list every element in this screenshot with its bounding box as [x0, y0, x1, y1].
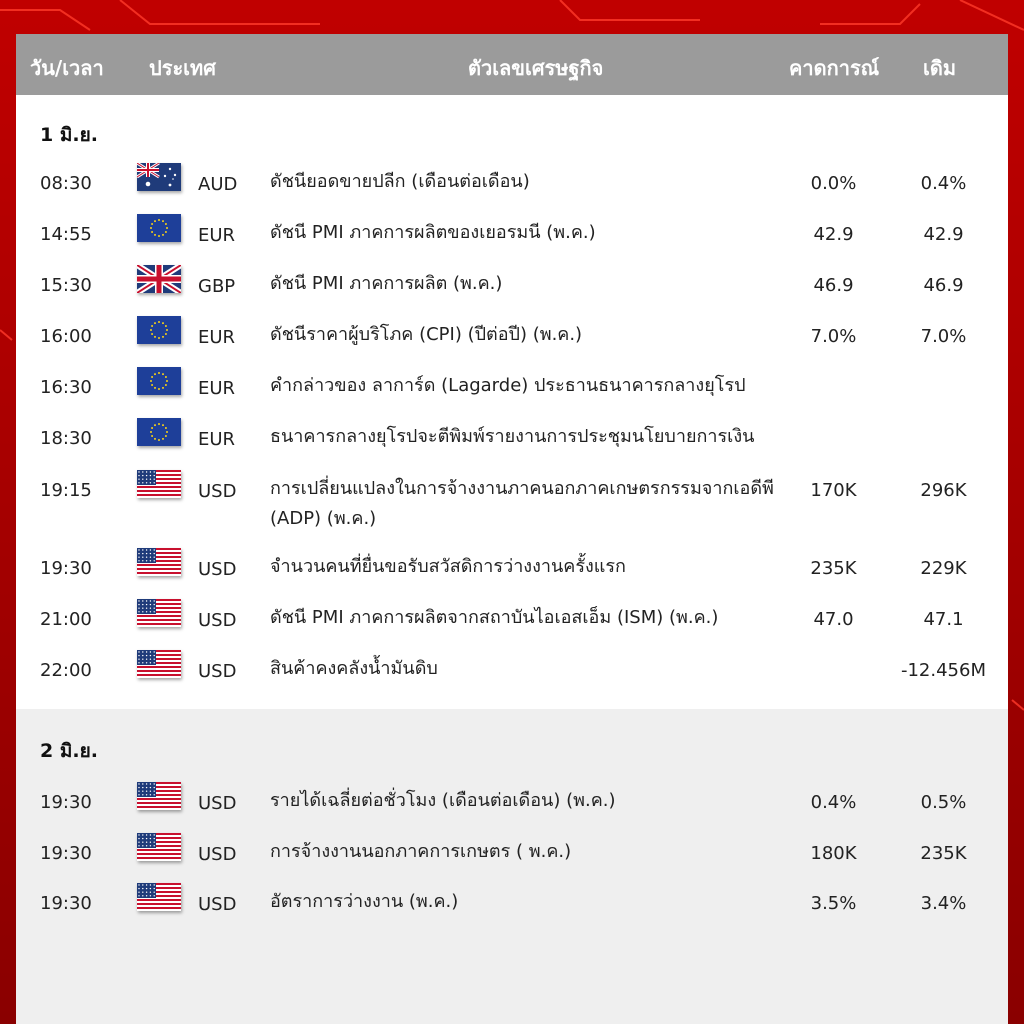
indicator-name: สินค้าคงคลังน้ำมันดิบ: [270, 658, 438, 679]
us-flag-icon: [137, 833, 181, 861]
eu-flag-icon: [137, 214, 181, 242]
us-flag-icon: [137, 883, 181, 911]
table-row: [16, 173, 1008, 213]
header-indicator: ตัวเลขเศรษฐกิจ: [468, 56, 604, 80]
event-time: 15:30: [40, 275, 92, 296]
table-row: [16, 377, 1008, 417]
currency-code: EUR: [198, 429, 236, 450]
indicator-name: ดัชนียอดขายปลีก (เดือนต่อเดือน): [270, 171, 530, 192]
eu-flag-icon: [137, 418, 181, 446]
us-flag-icon: [137, 782, 181, 810]
previous-value: -12.456M: [900, 660, 986, 681]
previous-value: 229K: [920, 558, 967, 579]
forecast-value: 47.0: [813, 609, 854, 630]
indicator-name: ดัชนี PMI ภาคการผลิต (พ.ค.): [270, 273, 503, 294]
event-time: 14:55: [40, 224, 92, 245]
event-time: 16:00: [40, 326, 92, 347]
header-datetime: วัน/เวลา: [30, 56, 104, 80]
currency-code: EUR: [198, 327, 236, 348]
event-time: 19:30: [40, 843, 92, 864]
us-flag-icon: [137, 650, 181, 678]
forecast-value: 3.5%: [810, 893, 857, 914]
forecast-value: 0.4%: [810, 792, 857, 813]
previous-value: 0.4%: [920, 173, 967, 194]
table-row: [16, 558, 1008, 598]
indicator-name: รายได้เฉลี่ยต่อชั่วโมง (เดือนต่อเดือน) (พ.ค.): [270, 790, 616, 811]
indicator-name: ดัชนีราคาผู้บริโภค (CPI) (ปีต่อปี) (พ.ค.): [270, 324, 583, 345]
previous-value: 0.5%: [920, 792, 967, 813]
eu-flag-icon: [137, 316, 181, 344]
indicator-name: ดัชนี PMI ภาคการผลิตของเยอรมนี (พ.ค.): [270, 222, 596, 243]
forecast-value: 180K: [810, 843, 857, 864]
event-time: 19:30: [40, 792, 92, 813]
previous-value: 3.4%: [920, 893, 967, 914]
previous-value: 42.9: [923, 224, 964, 245]
table-row: [16, 478, 1008, 529]
table-row: [16, 893, 1008, 933]
table-row: [16, 326, 1008, 366]
table-row: [16, 224, 1008, 264]
currency-code: AUD: [198, 174, 238, 195]
previous-value: 46.9: [923, 275, 964, 296]
event-time: 16:30: [40, 377, 92, 398]
day-section-2: [16, 709, 1008, 1024]
previous-value: 296K: [920, 480, 967, 501]
us-flag-icon: [137, 470, 181, 498]
eu-flag-icon: [137, 367, 181, 395]
currency-code: GBP: [198, 276, 236, 297]
event-time: 18:30: [40, 428, 92, 449]
forecast-value: 170K: [810, 480, 857, 501]
currency-code: USD: [198, 661, 237, 682]
table-row: [16, 428, 1008, 468]
event-time: 08:30: [40, 173, 92, 194]
indicator-name: การเปลี่ยนแปลงในการจ้างงานภาคนอกภาคเกษตรกรรมจากเอดีพี (ADP) (พ.ค.): [270, 478, 774, 529]
day-date: 2 มิ.ย.: [40, 740, 98, 762]
table-row: [16, 609, 1008, 649]
event-time: 21:00: [40, 609, 92, 630]
header-country: ประเทศ: [149, 56, 216, 80]
indicator-name: จำนวนคนที่ยื่นขอรับสวัสดิการว่างงานครั้งแรก: [270, 556, 626, 577]
indicator-name: อัตราการว่างงาน (พ.ค.): [270, 891, 459, 912]
forecast-value: 42.9: [813, 224, 854, 245]
indicator-name: การจ้างงานนอกภาคการเกษตร ( พ.ค.): [270, 841, 572, 862]
currency-code: USD: [198, 559, 237, 580]
day-date: 1 มิ.ย.: [40, 124, 98, 146]
currency-code: USD: [198, 844, 237, 865]
forecast-value: 0.0%: [810, 173, 857, 194]
table-row: [16, 843, 1008, 883]
us-flag-icon: [137, 548, 181, 576]
forecast-value: 235K: [810, 558, 857, 579]
indicator-name: ดัชนี PMI ภาคการผลิตจากสถาบันไอเอสเอ็ม (ISM) (พ.ค.): [270, 607, 719, 628]
header-previous: เดิม: [923, 56, 957, 80]
table-row: [16, 792, 1008, 832]
australia-flag-icon: [137, 163, 181, 191]
table-row: [16, 660, 1008, 700]
uk-flag-icon: [137, 265, 181, 293]
currency-code: EUR: [198, 225, 236, 246]
forecast-value: 46.9: [813, 275, 854, 296]
event-time: 19:30: [40, 558, 92, 579]
event-time: 22:00: [40, 660, 92, 681]
forecast-value: 7.0%: [810, 326, 857, 347]
currency-code: USD: [198, 894, 237, 915]
indicator-name: ธนาคารกลางยุโรปจะตีพิมพ์รายงานการประชุมนโยบายการเงิน: [270, 426, 755, 447]
previous-value: 235K: [920, 843, 967, 864]
currency-code: USD: [198, 481, 237, 502]
currency-code: EUR: [198, 378, 236, 399]
currency-code: USD: [198, 793, 237, 814]
table-header: [16, 34, 1008, 95]
header-forecast: คาดการณ์: [789, 56, 880, 80]
us-flag-icon: [137, 599, 181, 627]
event-time: 19:15: [40, 480, 92, 501]
indicator-name: คำกล่าวของ ลาการ์ด (Lagarde) ประธานธนาคารกลางยุโรป: [270, 375, 746, 396]
economic-calendar-panel: [16, 34, 1008, 1024]
event-time: 19:30: [40, 893, 92, 914]
currency-code: USD: [198, 610, 237, 631]
day-section-1: [16, 95, 1008, 709]
table-row: [16, 275, 1008, 315]
previous-value: 7.0%: [920, 326, 967, 347]
previous-value: 47.1: [923, 609, 964, 630]
